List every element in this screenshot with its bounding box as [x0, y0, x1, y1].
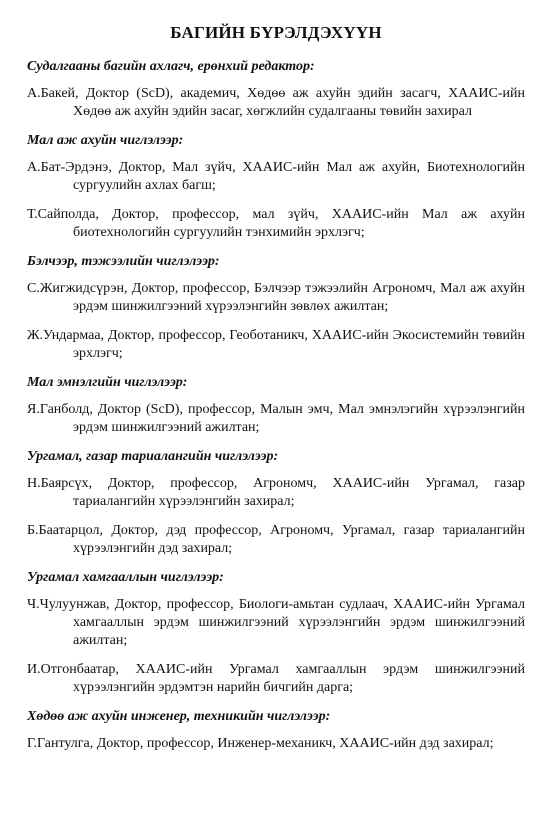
member-entry: Н.Баярсүх, Доктор, профессор, Агрономч, ХААИС-ийн Ургамал, газар тариалангийн хүрээлэнгийн захирал;	[27, 476, 525, 509]
document-page	[27, 22, 525, 764]
member-entry: И.Отгонбаатар, ХААИС-ийн Ургамал хамгааллын эрдэм шинжилгээний хүрээлэнгийн эрдэмтэн нарийн бичгийн дарга;	[27, 662, 525, 695]
section-heading-crop: Ургамал, газар тариалангийн чиглэлээр:	[27, 449, 279, 464]
section-heading-plant-protection: Ургамал хамгааллын чиглэлээр:	[27, 570, 224, 585]
section-heading-research-lead: Судалгааны багийн ахлагч, ерөнхий редактор:	[27, 59, 315, 74]
member-entry: Т.Сайполда, Доктор, профессор, мал зүйч, ХААИС-ийн Мал аж ахуйн биотехнологийн сургуулийн тэнхимийн эрхлэгч;	[27, 207, 525, 240]
member-entry: Ч.Чулуунжав, Доктор, профессор, Биологи-амьтан судлаач, ХААИС-ийн Ургамал хамгааллын эрдэм шинжилгээний хүрээлэнгийн эрдэм шинжилгээний ажилтан;	[27, 597, 525, 648]
member-entry: А.Бакей, Доктор (ScD), академич, Хөдөө аж ахуйн эдийн засагч, ХААИС-ийн Хөдөө аж ахуйн эдийн засаг, хөгжлийн судалгааны төвийн захирал	[27, 86, 525, 119]
section-heading-livestock: Мал аж ахуйн чиглэлээр:	[27, 133, 184, 148]
section-heading-pasture: Бэлчээр, тэжээлийн чиглэлээр:	[27, 254, 220, 269]
member-entry: С.Жигжидсүрэн, Доктор, профессор, Бэлчээр тэжээлийн Агрономч, Мал аж ахуйн эрдэм шинжилгээний хүрээлэнгийн зөвлөх ажилтан;	[27, 281, 525, 314]
page-title: БАГИЙН БҮРЭЛДЭХҮҮН	[170, 23, 382, 42]
section-heading-engineering: Хөдөө аж ахуйн инженер, техникийн чиглэлээр:	[27, 709, 331, 724]
member-entry: Г.Гантулга, Доктор, профессор, Инженер-механикч, ХААИС-ийн дэд захирал;	[27, 736, 494, 751]
member-entry: Б.Баатарцол, Доктор, дэд профессор, Агрономч, Ургамал, газар тариалангийн хүрээлэнгийн дэд захирал;	[27, 523, 525, 556]
member-entry: А.Бат-Эрдэнэ, Доктор, Мал зүйч, ХААИС-ийн Мал аж ахуйн, Биотехнологийн сургуулийн ахлах багш;	[27, 160, 525, 193]
member-entry: Я.Ганболд, Доктор (ScD), профессор, Малын эмч, Мал эмнэлэгийн хүрээлэнгийн эрдэм шинжилгээний ажилтан;	[27, 402, 525, 435]
section-heading-veterinary: Мал эмнэлгийн чиглэлээр:	[27, 375, 188, 390]
member-entry: Ж.Ундармаа, Доктор, профессор, Геоботаникч, ХААИС-ийн Экосистемийн төвийн эрхлэгч;	[27, 328, 525, 361]
